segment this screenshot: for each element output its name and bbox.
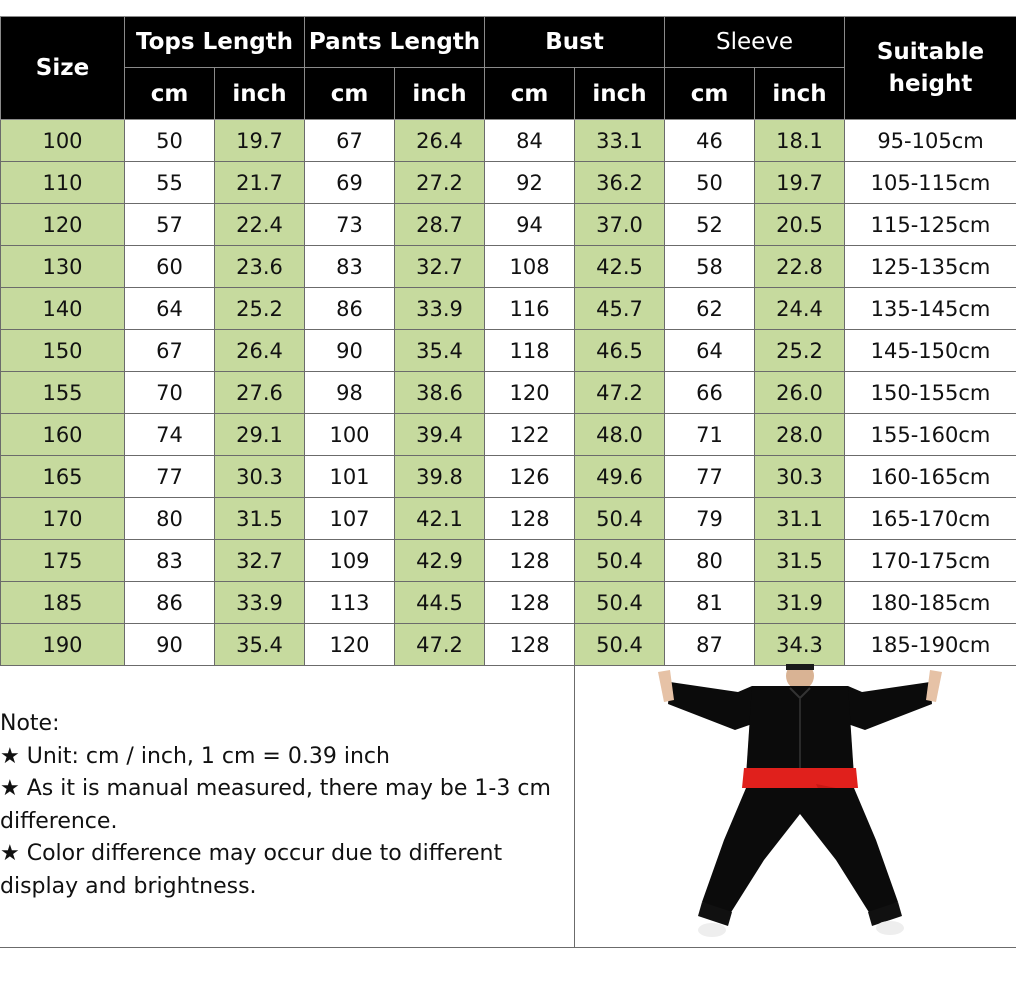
table-cell: 50.4: [575, 624, 665, 666]
table-cell: 33.9: [215, 582, 305, 624]
table-cell: 26.0: [755, 372, 845, 414]
left-shoe: [698, 923, 726, 937]
table-cell: 185-190cm: [845, 624, 1016, 666]
header-unit-bust-inch: inch: [575, 68, 665, 120]
table-cell: 79: [665, 498, 755, 540]
table-cell: 26.4: [215, 330, 305, 372]
table-cell: 160: [1, 414, 125, 456]
header-suitable-height-line2: height: [888, 71, 973, 97]
table-cell: 36.2: [575, 162, 665, 204]
size-chart-table: [0, 16, 1016, 666]
table-cell: 42.1: [395, 498, 485, 540]
model-photo: [640, 664, 960, 947]
note-text: [0, 708, 570, 903]
table-cell: 31.1: [755, 498, 845, 540]
table-cell: 110: [1, 162, 125, 204]
table-row: [1, 120, 1016, 162]
table-cell: 50: [125, 120, 215, 162]
table-cell: 50.4: [575, 498, 665, 540]
table-cell: 22.4: [215, 204, 305, 246]
table-cell: 74: [125, 414, 215, 456]
table-row: [1, 498, 1016, 540]
table-cell: 140: [1, 288, 125, 330]
table-cell: 69: [305, 162, 395, 204]
table-cell: 18.1: [755, 120, 845, 162]
right-hand: [926, 670, 942, 702]
table-row: [1, 288, 1016, 330]
note-divider: [574, 664, 575, 947]
size-table-body: [1, 120, 1016, 666]
table-cell: 20.5: [755, 204, 845, 246]
table-cell: 71: [665, 414, 755, 456]
table-cell: 64: [665, 330, 755, 372]
table-cell: 84: [485, 120, 575, 162]
table-cell: 122: [485, 414, 575, 456]
table-cell: 35.4: [215, 624, 305, 666]
table-cell: 46: [665, 120, 755, 162]
table-cell: 83: [125, 540, 215, 582]
table-cell: 70: [125, 372, 215, 414]
header-unit-tops-cm: cm: [125, 68, 215, 120]
table-cell: 175: [1, 540, 125, 582]
right-shoe: [876, 921, 904, 935]
table-cell: 128: [485, 540, 575, 582]
table-cell: 94: [485, 204, 575, 246]
table-cell: 107: [305, 498, 395, 540]
table-cell: 44.5: [395, 582, 485, 624]
table-cell: 33.9: [395, 288, 485, 330]
table-cell: 39.4: [395, 414, 485, 456]
table-cell: 100: [1, 120, 125, 162]
header-pants-length: Pants Length: [305, 17, 485, 68]
table-cell: 35.4: [395, 330, 485, 372]
table-cell: 50.4: [575, 582, 665, 624]
table-cell: 64: [125, 288, 215, 330]
left-hand: [658, 670, 674, 702]
table-cell: 55: [125, 162, 215, 204]
table-cell: 100: [305, 414, 395, 456]
table-cell: 30.3: [215, 456, 305, 498]
table-cell: 47.2: [575, 372, 665, 414]
table-cell: 49.6: [575, 456, 665, 498]
table-row: [1, 246, 1016, 288]
note-unit: ★ Unit: cm / inch, 1 cm = 0.39 inch: [0, 743, 390, 769]
table-row: [1, 582, 1016, 624]
table-cell: 170: [1, 498, 125, 540]
header-bust: Bust: [485, 17, 665, 68]
note-section: [0, 664, 1016, 948]
table-cell: 37.0: [575, 204, 665, 246]
table-cell: 32.7: [215, 540, 305, 582]
table-cell: 45.7: [575, 288, 665, 330]
header-unit-sleeve-cm: cm: [665, 68, 755, 120]
red-sash: [742, 768, 858, 788]
table-cell: 46.5: [575, 330, 665, 372]
table-cell: 50: [665, 162, 755, 204]
table-row: [1, 456, 1016, 498]
table-cell: 19.7: [215, 120, 305, 162]
table-cell: 105-115cm: [845, 162, 1016, 204]
table-row: [1, 372, 1016, 414]
table-cell: 90: [305, 330, 395, 372]
table-cell: 128: [485, 498, 575, 540]
table-cell: 32.7: [395, 246, 485, 288]
header-suitable-height-line1: Suitable: [876, 39, 985, 65]
table-row: [1, 624, 1016, 666]
table-cell: 60: [125, 246, 215, 288]
table-cell: 126: [485, 456, 575, 498]
table-cell: 67: [125, 330, 215, 372]
table-cell: 34.3: [755, 624, 845, 666]
table-cell: 98: [305, 372, 395, 414]
table-cell: 165-170cm: [845, 498, 1016, 540]
table-cell: 120: [305, 624, 395, 666]
note-measure-cont: difference.: [0, 808, 118, 834]
table-cell: 120: [1, 204, 125, 246]
table-row: [1, 330, 1016, 372]
header-suitable-height: [845, 17, 1016, 120]
header-sleeve: Sleeve: [665, 17, 845, 68]
table-cell: 62: [665, 288, 755, 330]
table-cell: 135-145cm: [845, 288, 1016, 330]
table-cell: 160-165cm: [845, 456, 1016, 498]
header-size: Size: [1, 17, 125, 120]
header-unit-tops-inch: inch: [215, 68, 305, 120]
table-cell: 87: [665, 624, 755, 666]
table-cell: 29.1: [215, 414, 305, 456]
table-cell: 50.4: [575, 540, 665, 582]
table-cell: 77: [125, 456, 215, 498]
table-cell: 101: [305, 456, 395, 498]
table-cell: 155: [1, 372, 125, 414]
table-cell: 128: [485, 582, 575, 624]
table-cell: 24.4: [755, 288, 845, 330]
pants: [702, 788, 898, 914]
table-cell: 118: [485, 330, 575, 372]
table-cell: 125-135cm: [845, 246, 1016, 288]
header-unit-bust-cm: cm: [485, 68, 575, 120]
header-unit-sleeve-inch: inch: [755, 68, 845, 120]
table-cell: 27.6: [215, 372, 305, 414]
table-cell: 80: [665, 540, 755, 582]
table-cell: 66: [665, 372, 755, 414]
note-color-cont: display and brightness.: [0, 873, 257, 899]
table-cell: 25.2: [215, 288, 305, 330]
hair: [786, 664, 814, 670]
note-heading: Note:: [0, 711, 60, 736]
table-cell: 39.8: [395, 456, 485, 498]
table-cell: 180-185cm: [845, 582, 1016, 624]
left-sleeve: [668, 682, 758, 730]
table-cell: 52: [665, 204, 755, 246]
table-cell: 28.0: [755, 414, 845, 456]
table-cell: 86: [305, 288, 395, 330]
table-cell: 19.7: [755, 162, 845, 204]
table-cell: 115-125cm: [845, 204, 1016, 246]
table-cell: 27.2: [395, 162, 485, 204]
table-cell: 80: [125, 498, 215, 540]
table-row: [1, 540, 1016, 582]
table-cell: 31.5: [755, 540, 845, 582]
table-cell: 48.0: [575, 414, 665, 456]
table-cell: 30.3: [755, 456, 845, 498]
table-cell: 145-150cm: [845, 330, 1016, 372]
table-cell: 90: [125, 624, 215, 666]
table-cell: 190: [1, 624, 125, 666]
table-cell: 25.2: [755, 330, 845, 372]
table-cell: 31.9: [755, 582, 845, 624]
table-cell: 28.7: [395, 204, 485, 246]
table-cell: 83: [305, 246, 395, 288]
header-unit-pants-cm: cm: [305, 68, 395, 120]
table-cell: 95-105cm: [845, 120, 1016, 162]
header-tops-length: Tops Length: [125, 17, 305, 68]
table-cell: 150-155cm: [845, 372, 1016, 414]
table-cell: 21.7: [215, 162, 305, 204]
table-cell: 185: [1, 582, 125, 624]
table-cell: 150: [1, 330, 125, 372]
table-cell: 73: [305, 204, 395, 246]
table-cell: 58: [665, 246, 755, 288]
table-cell: 42.9: [395, 540, 485, 582]
table-cell: 108: [485, 246, 575, 288]
table-cell: 33.1: [575, 120, 665, 162]
table-cell: 92: [485, 162, 575, 204]
table-cell: 57: [125, 204, 215, 246]
table-cell: 130: [1, 246, 125, 288]
right-sleeve: [842, 682, 932, 730]
table-cell: 26.4: [395, 120, 485, 162]
note-color: ★ Color difference may occur due to different: [0, 841, 503, 866]
table-row: [1, 414, 1016, 456]
table-cell: 23.6: [215, 246, 305, 288]
table-cell: 31.5: [215, 498, 305, 540]
header-row-groups: [1, 17, 1016, 68]
table-cell: 165: [1, 456, 125, 498]
header-unit-pants-inch: inch: [395, 68, 485, 120]
table-cell: 109: [305, 540, 395, 582]
table-row: [1, 162, 1016, 204]
table-cell: 38.6: [395, 372, 485, 414]
note-measure: ★ As it is manual measured, there may be 1-3 cm: [0, 776, 551, 801]
table-cell: 86: [125, 582, 215, 624]
table-cell: 170-175cm: [845, 540, 1016, 582]
table-cell: 22.8: [755, 246, 845, 288]
table-cell: 42.5: [575, 246, 665, 288]
table-cell: 67: [305, 120, 395, 162]
table-cell: 113: [305, 582, 395, 624]
table-cell: 47.2: [395, 624, 485, 666]
table-cell: 81: [665, 582, 755, 624]
table-cell: 155-160cm: [845, 414, 1016, 456]
table-cell: 120: [485, 372, 575, 414]
table-cell: 77: [665, 456, 755, 498]
table-cell: 128: [485, 624, 575, 666]
table-row: [1, 204, 1016, 246]
table-cell: 116: [485, 288, 575, 330]
